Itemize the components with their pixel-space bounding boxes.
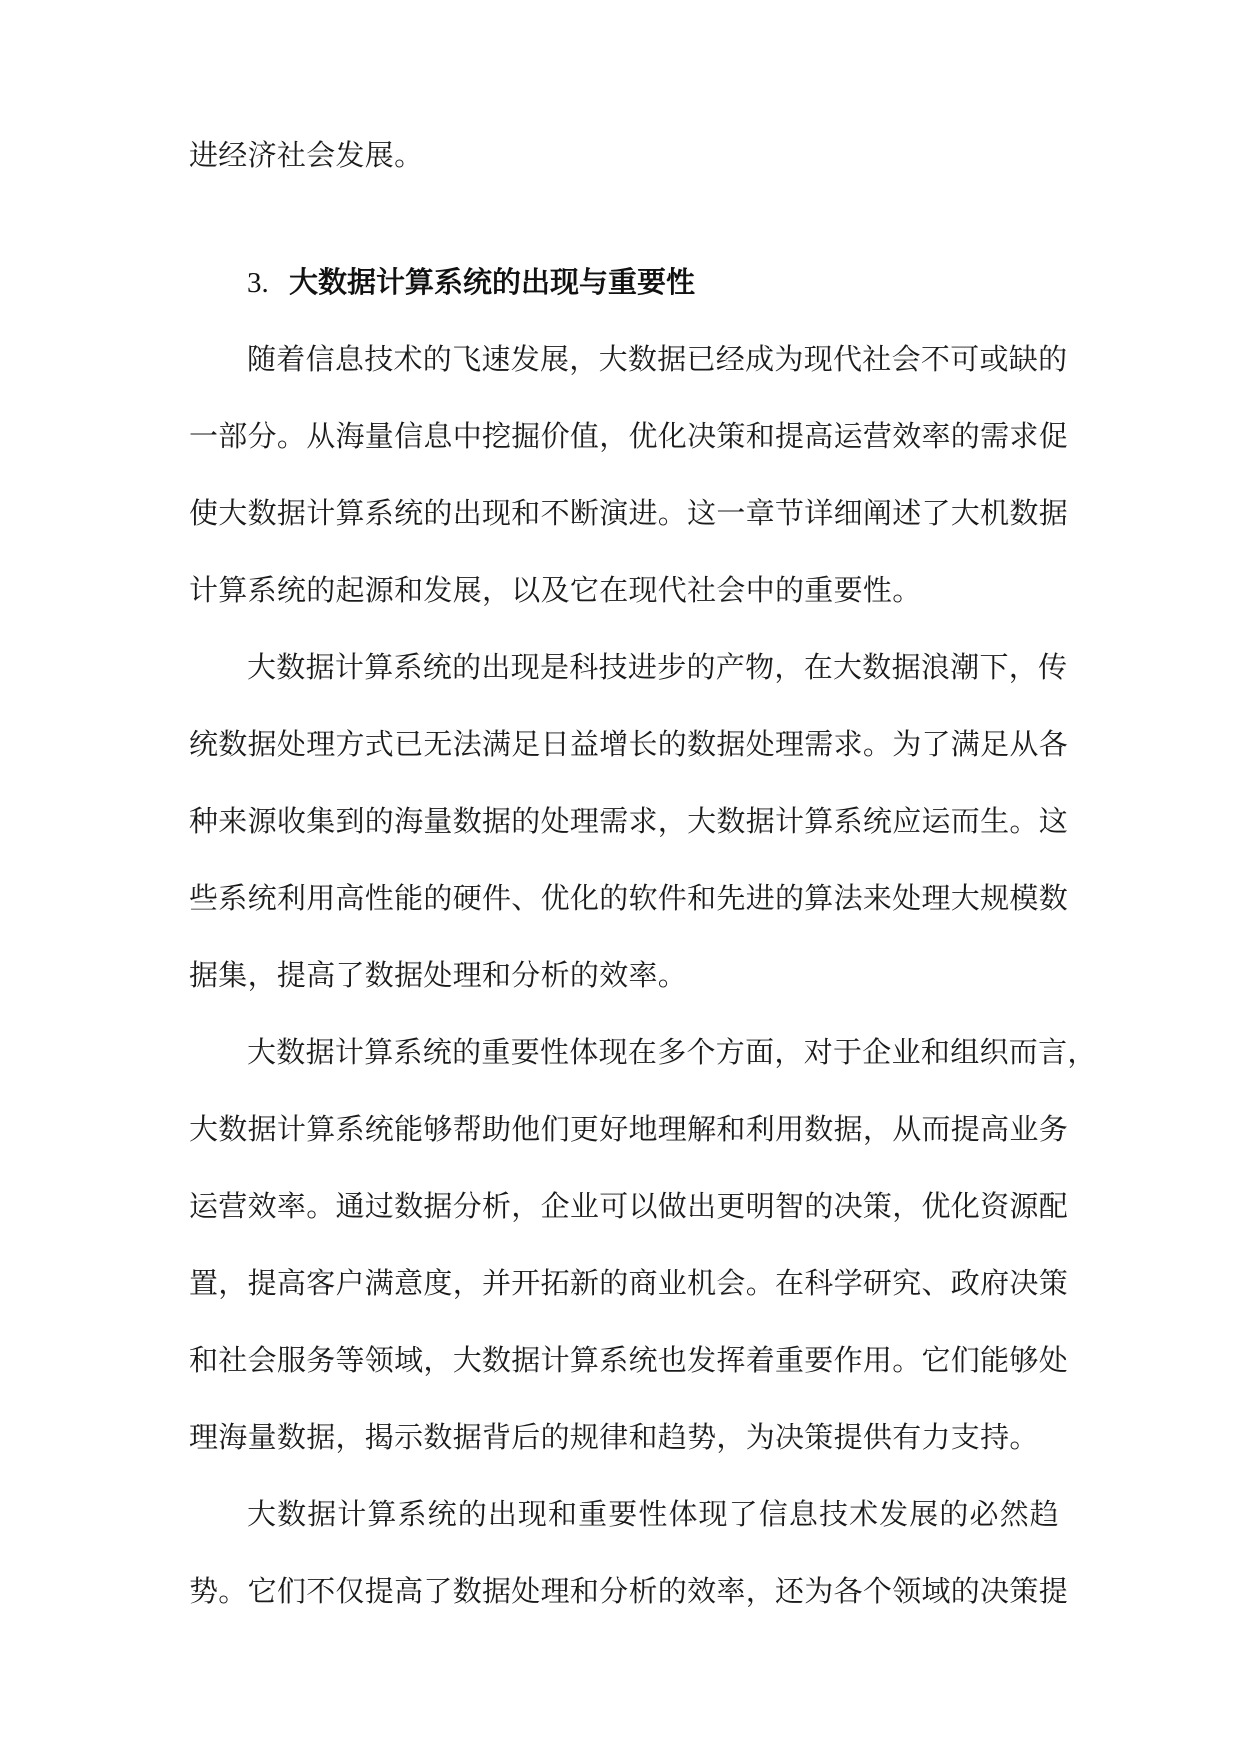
section-heading — [247, 262, 695, 303]
paragraph-line: 大数据计算系统的出现是科技进步的产物，在大数据浪潮下，传 — [247, 650, 1068, 684]
paragraph-line: 计算系统的起源和发展，以及它在现代社会中的重要性。 — [189, 573, 922, 607]
paragraph-line: 据集，提高了数据处理和分析的效率。 — [189, 958, 688, 992]
paragraph-line: 置，提高客户满意度，并开拓新的商业机会。在科学研究、政府决策 — [189, 1266, 1069, 1300]
paragraph-line: 随着信息技术的飞速发展，大数据已经成为现代社会不可或缺的 — [247, 342, 1068, 376]
paragraph-line: 大数据计算系统的出现和重要性体现了信息技术发展的必然趋 — [247, 1497, 1059, 1531]
paragraph-line: 种来源收集到的海量数据的处理需求，大数据计算系统应运而生。这 — [189, 804, 1069, 838]
paragraph-line: 势。它们不仅提高了数据处理和分析的效率，还为各个领域的决策提 — [189, 1574, 1069, 1608]
paragraph-line: 运营效率。通过数据分析，企业可以做出更明智的决策，优化资源配 — [189, 1189, 1069, 1223]
paragraph-line: 些系统利用高性能的硬件、优化的软件和先进的算法来处理大规模数 — [189, 881, 1069, 915]
paragraph-line: 大数据计算系统的重要性体现在多个方面，对于企业和组织而言， — [247, 1035, 1097, 1069]
continuation-line: 进经济社会发展。 — [189, 138, 424, 172]
paragraph-line: 一部分。从海量信息中挖掘价值，优化决策和提高运营效率的需求促 — [189, 419, 1069, 453]
paragraph-line: 统数据处理方式已无法满足日益增长的数据处理需求。为了满足从各 — [189, 727, 1069, 761]
paragraph-line: 理海量数据，揭示数据背后的规律和趋势，为决策提供有力支持。 — [189, 1420, 1039, 1454]
paragraph-line: 大数据计算系统能够帮助他们更好地理解和利用数据，从而提高业务 — [189, 1112, 1069, 1146]
section-title: 大数据计算系统的出现与重要性 — [289, 265, 696, 299]
section-number: 3. — [247, 267, 269, 299]
paragraph-line: 和社会服务等领域，大数据计算系统也发挥着重要作用。它们能够处 — [189, 1343, 1069, 1377]
paragraph-line: 使大数据计算系统的出现和不断演进。这一章节详细阐述了大机数据 — [189, 496, 1069, 530]
